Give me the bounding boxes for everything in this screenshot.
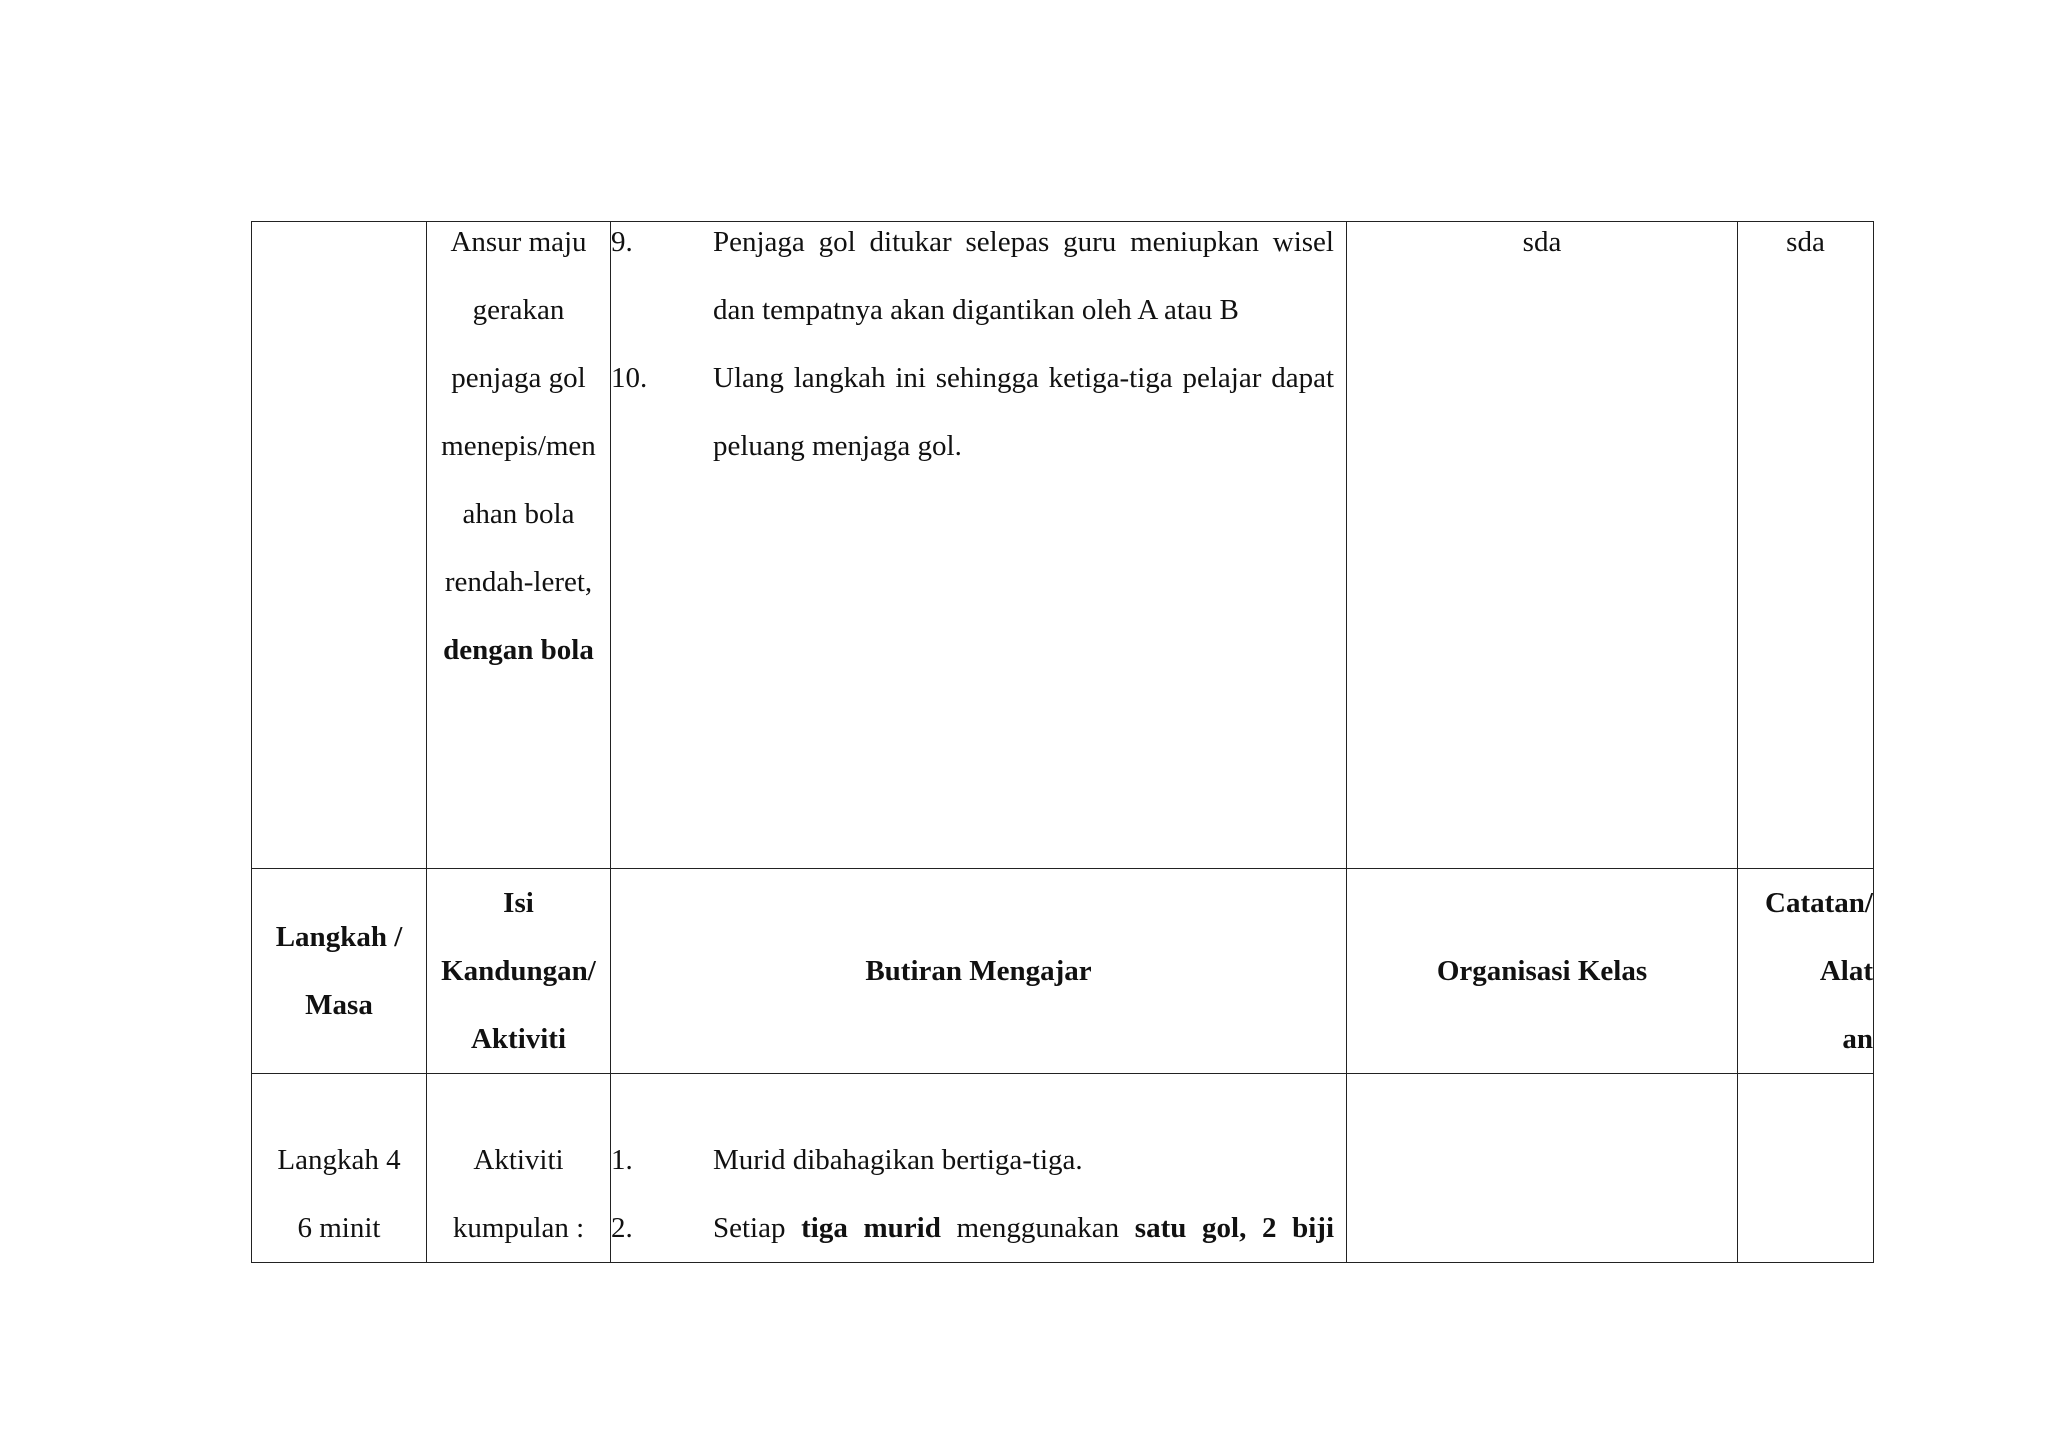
text-run: menggunakan — [940, 1212, 1135, 1244]
text-run-bold: satu gol, 2 biji — [1134, 1212, 1334, 1244]
table-row — [252, 1074, 1874, 1263]
table-header-row — [252, 869, 1874, 1074]
cell-line: 6 minit — [297, 1212, 381, 1244]
content-activity-cell — [427, 222, 611, 869]
header-line: Aktiviti — [470, 1023, 567, 1055]
header-notes-tools — [1738, 869, 1874, 1074]
notes-tools-cell — [1738, 222, 1874, 869]
header-line: Masa — [305, 989, 373, 1021]
notes-tools-cell — [1738, 1074, 1874, 1263]
cell-line: penjaga gol — [451, 362, 586, 394]
steps-list — [611, 1126, 1346, 1262]
list-item — [611, 1126, 1334, 1194]
step-time-cell — [252, 222, 427, 869]
class-organisation-cell — [1347, 1074, 1738, 1263]
sda-text: sda — [1522, 226, 1562, 258]
header-content-activity — [427, 869, 611, 1074]
text-run: Setiap — [713, 1212, 802, 1244]
list-text-line: Penjaga gol ditukar selepas guru meniupkan wisel — [713, 226, 1334, 258]
list-item — [611, 222, 1334, 345]
list-text-line: dan tempatnya akan digantikan oleh A atau B — [713, 294, 1239, 326]
steps-list — [611, 222, 1346, 481]
header-line: Alat — [1819, 955, 1873, 987]
header-line: Isi — [503, 887, 534, 919]
step-time-cell — [252, 1074, 427, 1263]
header-line: Kandungan/ — [441, 955, 596, 987]
table-row — [252, 222, 1874, 869]
text-run-bold: tiga murid — [801, 1212, 941, 1244]
list-text-line: peluang menjaga gol. — [713, 430, 962, 462]
cell-line: Langkah 4 — [277, 1144, 401, 1176]
cell-line: Aktiviti — [473, 1144, 564, 1176]
teaching-details-cell — [611, 1074, 1347, 1263]
cell-line: kumpulan : — [452, 1212, 585, 1244]
list-text: Murid dibahagikan bertiga-tiga. — [713, 1144, 1083, 1176]
cell-line-bold: dengan bola — [443, 634, 594, 666]
header-class-organisation: Organisasi Kelas — [1347, 869, 1738, 1074]
content-activity-cell — [427, 1074, 611, 1263]
cell-line: menepis/men — [441, 430, 596, 462]
list-item — [611, 344, 1334, 480]
header-line: an — [1842, 1023, 1873, 1055]
cell-line: Ansur maju — [450, 226, 587, 258]
header-line: Langkah / — [275, 921, 403, 953]
lesson-plan-table — [251, 221, 1874, 1263]
list-number: 10. — [611, 362, 648, 394]
list-item — [611, 1194, 1334, 1262]
list-number: 2. — [611, 1212, 633, 1244]
header-step-time — [252, 869, 427, 1074]
teaching-details-cell — [611, 222, 1347, 869]
list-number: 1. — [611, 1144, 633, 1176]
cell-line: gerakan — [472, 294, 565, 326]
cell-line: rendah-leret, — [444, 566, 593, 598]
list-number: 9. — [611, 226, 633, 258]
sda-text: sda — [1786, 226, 1825, 258]
list-text-line: Ulang langkah ini sehingga ketiga-tiga pelajar dapat — [713, 362, 1334, 394]
cell-line: ahan bola — [462, 498, 575, 530]
header-line: Catatan/ — [1765, 887, 1873, 919]
list-text — [713, 1194, 1334, 1262]
class-organisation-cell — [1347, 222, 1738, 869]
header-teaching-details: Butiran Mengajar — [611, 869, 1347, 1074]
